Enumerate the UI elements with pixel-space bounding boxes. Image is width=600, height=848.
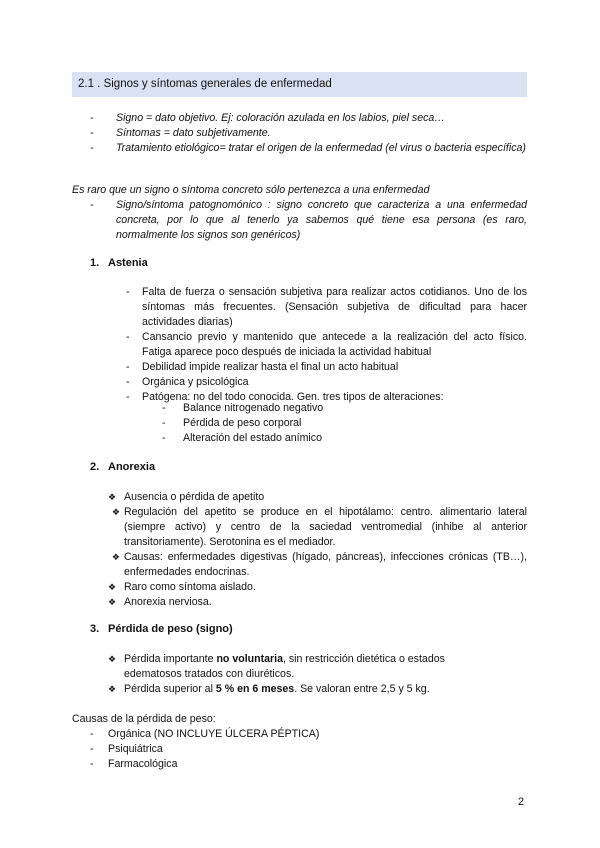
list-item: - Orgánica y psicológica	[126, 376, 249, 388]
list-item: ❖ Anorexia nerviosa.	[108, 596, 212, 608]
list-item: - Orgánica (NO INCLUYE ÚLCERA PÉPTICA)	[90, 728, 320, 740]
anorexia-list	[108, 490, 527, 610]
list-item: - Patógena: no del todo conocida. Gen. tres tipos de alteraciones:	[126, 391, 444, 403]
astenia-list	[126, 285, 527, 405]
list-item: ❖ Regulación del apetito se produce en el hipotálamo: centro. alimentario lateral (siempre activo) y centro de la saciedad ventromedial (inhibe al anterior transitoriamente). Serotonina es el mediador.	[111, 506, 527, 548]
patho-list	[90, 198, 527, 243]
list-item: ❖ Pérdida superior al 5 % en 6 meses. Se valoran entre 2,5 y 5 kg.	[108, 683, 430, 695]
page-number: 2	[518, 796, 525, 808]
list-item: - Debilidad impide realizar hasta el final un acto habitual	[126, 361, 399, 373]
causes-title: Causas de la pérdida de peso:	[72, 713, 216, 725]
list-item: - Pérdida de peso corporal	[162, 417, 302, 429]
list-item: - Farmacológica	[90, 758, 178, 770]
list-item: - Tratamiento etiológico= tratar el origen de la enfermedad (el virus o bacteria específica)	[90, 142, 526, 154]
section-header: 2.1 . Signos y síntomas generales de enfermedad	[72, 72, 527, 97]
list-item: ❖ Causas: enfermedades digestivas (hígado, páncreas), infecciones crónicas (TB…), enfermedades endocrinas.	[111, 551, 527, 578]
perdida-list	[108, 652, 488, 697]
section-title-astenia: 1. Astenia	[90, 257, 148, 269]
list-item: ❖ Pérdida importante no voluntaria, sin restricción dietética o estados edematosos tratados con diuréticos.	[108, 653, 445, 680]
list-item: - Signo = dato objetivo. Ej: coloración azulada en los labios, piel seca…	[90, 112, 445, 124]
list-item: - Alteración del estado anímico	[162, 432, 322, 444]
list-item: - Psiquiátrica	[90, 743, 163, 755]
section-title-perdida: 3. Pérdida de peso (signo)	[90, 623, 233, 635]
section-title-anorexia: 2. Anorexia	[90, 461, 156, 473]
list-item: ❖ Ausencia o pérdida de apetito	[108, 491, 265, 503]
list-item: - Signo/síntoma patognomónico : signo concreto que caracteriza a una enfermedad concreta, por lo que al tenerlo ya sabemos qué tiene esa persona (es raro, normalmente los signos son genéricos)	[90, 199, 527, 241]
list-item: ❖ Raro como síntoma aislado.	[108, 581, 256, 593]
causes-list	[90, 727, 490, 772]
astenia-sublist	[162, 401, 462, 446]
intro-list	[90, 111, 527, 156]
list-item: - Síntomas = dato subjetivamente.	[90, 127, 271, 139]
rare-note: Es raro que un signo o síntoma concreto sólo pertenezca a una enfermedad	[72, 184, 430, 196]
list-item: - Balance nitrogenado negativo	[162, 402, 324, 414]
list-item: - Falta de fuerza o sensación subjetiva para realizar actos cotidianos. Uno de los síntomas más frecuentes. (Sensación subjetiva de dificultad para hacer actividades diarias)	[126, 286, 527, 328]
list-item: - Cansancio previo y mantenido que antecede a la realización del acto físico. Fatiga aparece poco después de iniciada la actividad habitual	[126, 331, 527, 358]
